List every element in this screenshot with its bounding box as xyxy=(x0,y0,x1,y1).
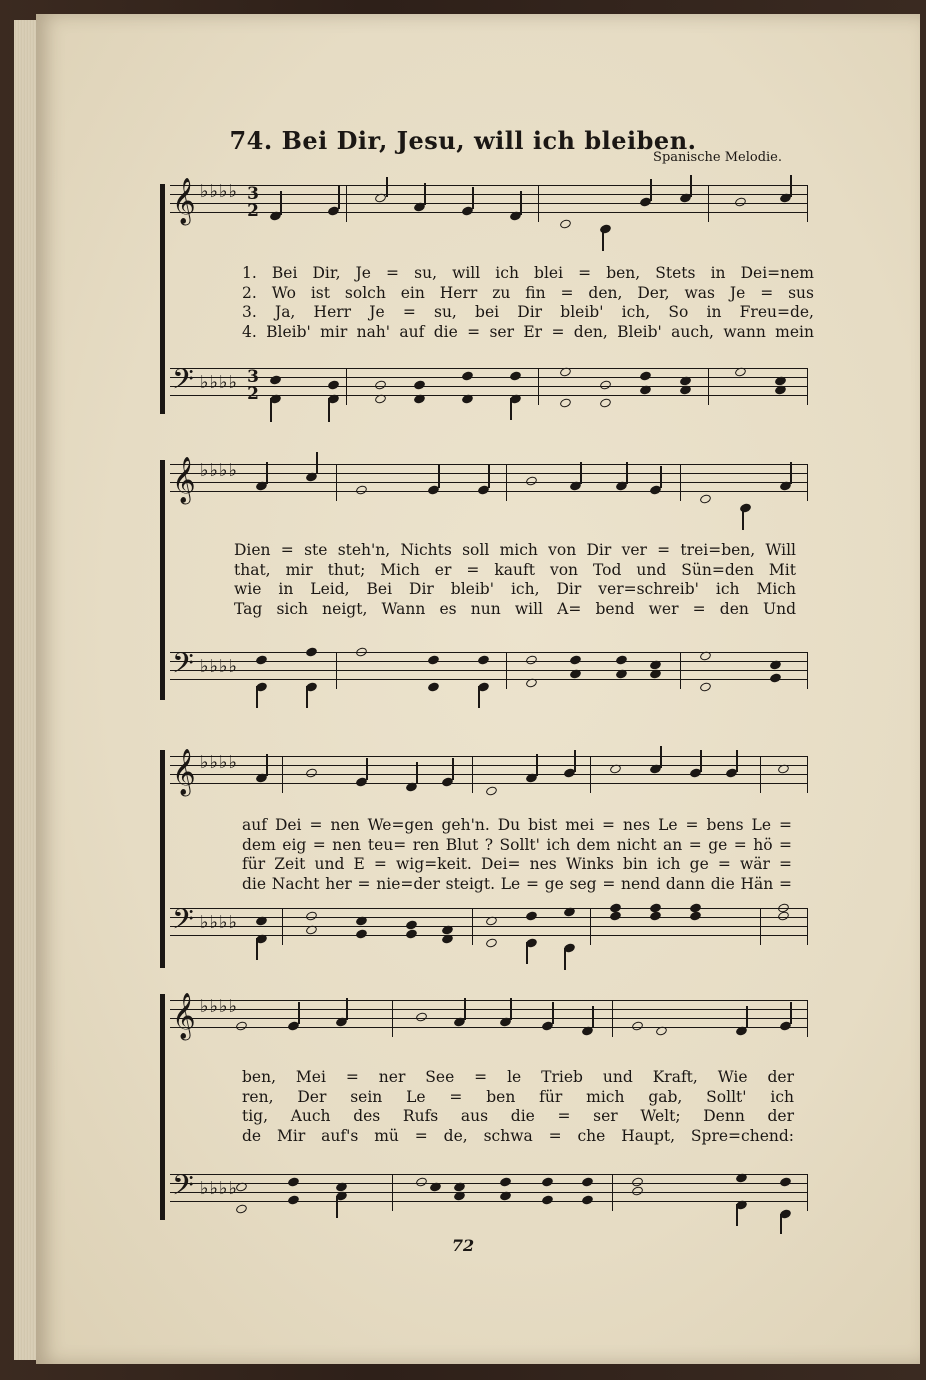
key-signature-bass: ♭♭♭♭ xyxy=(200,372,238,393)
page-number: 72 xyxy=(451,1236,475,1255)
treble-staff xyxy=(170,178,808,224)
system-brace xyxy=(160,184,165,414)
lyric-line: 3. Ja, Herr Je = su, bei Dir bleib' ich, So in Freu=de, xyxy=(242,303,814,321)
lyric-line: 1. Bei Dir, Je = su, will ich blei = ben, Stets in Dei=nem xyxy=(242,264,814,282)
bass-staff xyxy=(170,1169,808,1210)
key-signature: ♭♭♭♭ xyxy=(200,460,238,481)
lyric-line: Dien = ste steh'n, Nichts soll mich von Dir ver = trei=ben, Will xyxy=(234,541,796,559)
treble-clef-icon: 𝄞 xyxy=(172,993,196,1039)
lyric-line: auf Dei = nen We=gen geh'n. Du bist mei = nes Le = bens Le = xyxy=(242,816,792,834)
lyric-line: that, mir thut; Mich er = kauft von Tod und Sün=den Mit xyxy=(234,560,796,579)
key-signature: ♭♭♭♭ xyxy=(200,996,238,1017)
treble-clef-icon: 𝄞 xyxy=(172,749,196,795)
treble-staff xyxy=(170,457,808,503)
lyric-line: Tag sich neigt, Wann es nun will A= bend wer = den Und xyxy=(234,599,796,618)
key-signature: ♭♭♭♭ xyxy=(200,181,238,202)
treble-clef-icon: 𝄞 xyxy=(172,178,196,224)
bass-staff xyxy=(170,903,808,944)
lyric-line: ben, Mei = ner See = le Trieb und Kraft, Wie der xyxy=(242,1068,794,1086)
system-brace xyxy=(160,994,165,1220)
lyric-line: 4. Bleib' mir nah' auf die = ser Er = den, Bleib' auch, wann mein xyxy=(242,322,814,341)
lyrics-block-1 xyxy=(242,264,814,342)
key-signature-bass: ♭♭♭♭ xyxy=(200,912,238,933)
lyric-line: ren, Der sein Le = ben für mich gab, Sollt' ich xyxy=(242,1087,794,1106)
lyrics-block-4 xyxy=(242,1068,794,1146)
bass-staff xyxy=(170,363,808,404)
treble-staff xyxy=(170,749,808,795)
melody-attribution: Spanische Melodie. xyxy=(653,150,782,165)
lyrics-block-2 xyxy=(234,541,796,619)
treble-clef-icon: 𝄞 xyxy=(172,457,196,503)
lyric-line: wie in Leid, Bei Dir bleib' ich, Dir ver=schreib' ich Mich xyxy=(234,580,796,598)
bass-clef-icon: 𝄢 xyxy=(172,647,194,687)
key-signature-bass: ♭♭♭♭ xyxy=(200,656,238,677)
lyric-line: für Zeit und E = wig=keit. Dei= nes Winks bin ich ge = wär = xyxy=(242,855,792,873)
key-signature-bass: ♭♭♭♭ xyxy=(200,1178,238,1199)
bass-clef-icon: 𝄢 xyxy=(172,1169,194,1209)
time-signature: 3 2 xyxy=(247,184,259,221)
system-brace xyxy=(160,750,165,968)
treble-staff xyxy=(170,993,808,1039)
time-signature-bass: 3 2 xyxy=(247,367,259,404)
lyric-line: dem eig = nen teu= ren Blut ? Sollt' ich dem nicht an = ge = hö = xyxy=(242,835,792,854)
bass-clef-icon: 𝄢 xyxy=(172,363,194,403)
lyric-line: tig, Auch des Rufs aus die = ser Welt; Denn der xyxy=(242,1107,794,1125)
lyrics-block-3 xyxy=(242,816,792,894)
key-signature: ♭♭♭♭ xyxy=(200,752,238,773)
bass-clef-icon: 𝄢 xyxy=(172,903,194,943)
lyric-line: de Mir auf's mü = de, schwa = che Haupt, Spre=chend: xyxy=(242,1126,794,1145)
hymn-title: 74. Bei Dir, Jesu, will ich bleiben. xyxy=(229,126,697,155)
bass-staff xyxy=(170,647,808,688)
lyric-line: 2. Wo ist solch ein Herr zu fin = den, Der, was Je = sus xyxy=(242,283,814,302)
system-brace xyxy=(160,460,165,700)
lyric-line: die Nacht her = nie=der steigt. Le = ge seg = nend dann die Hän = xyxy=(242,874,792,893)
